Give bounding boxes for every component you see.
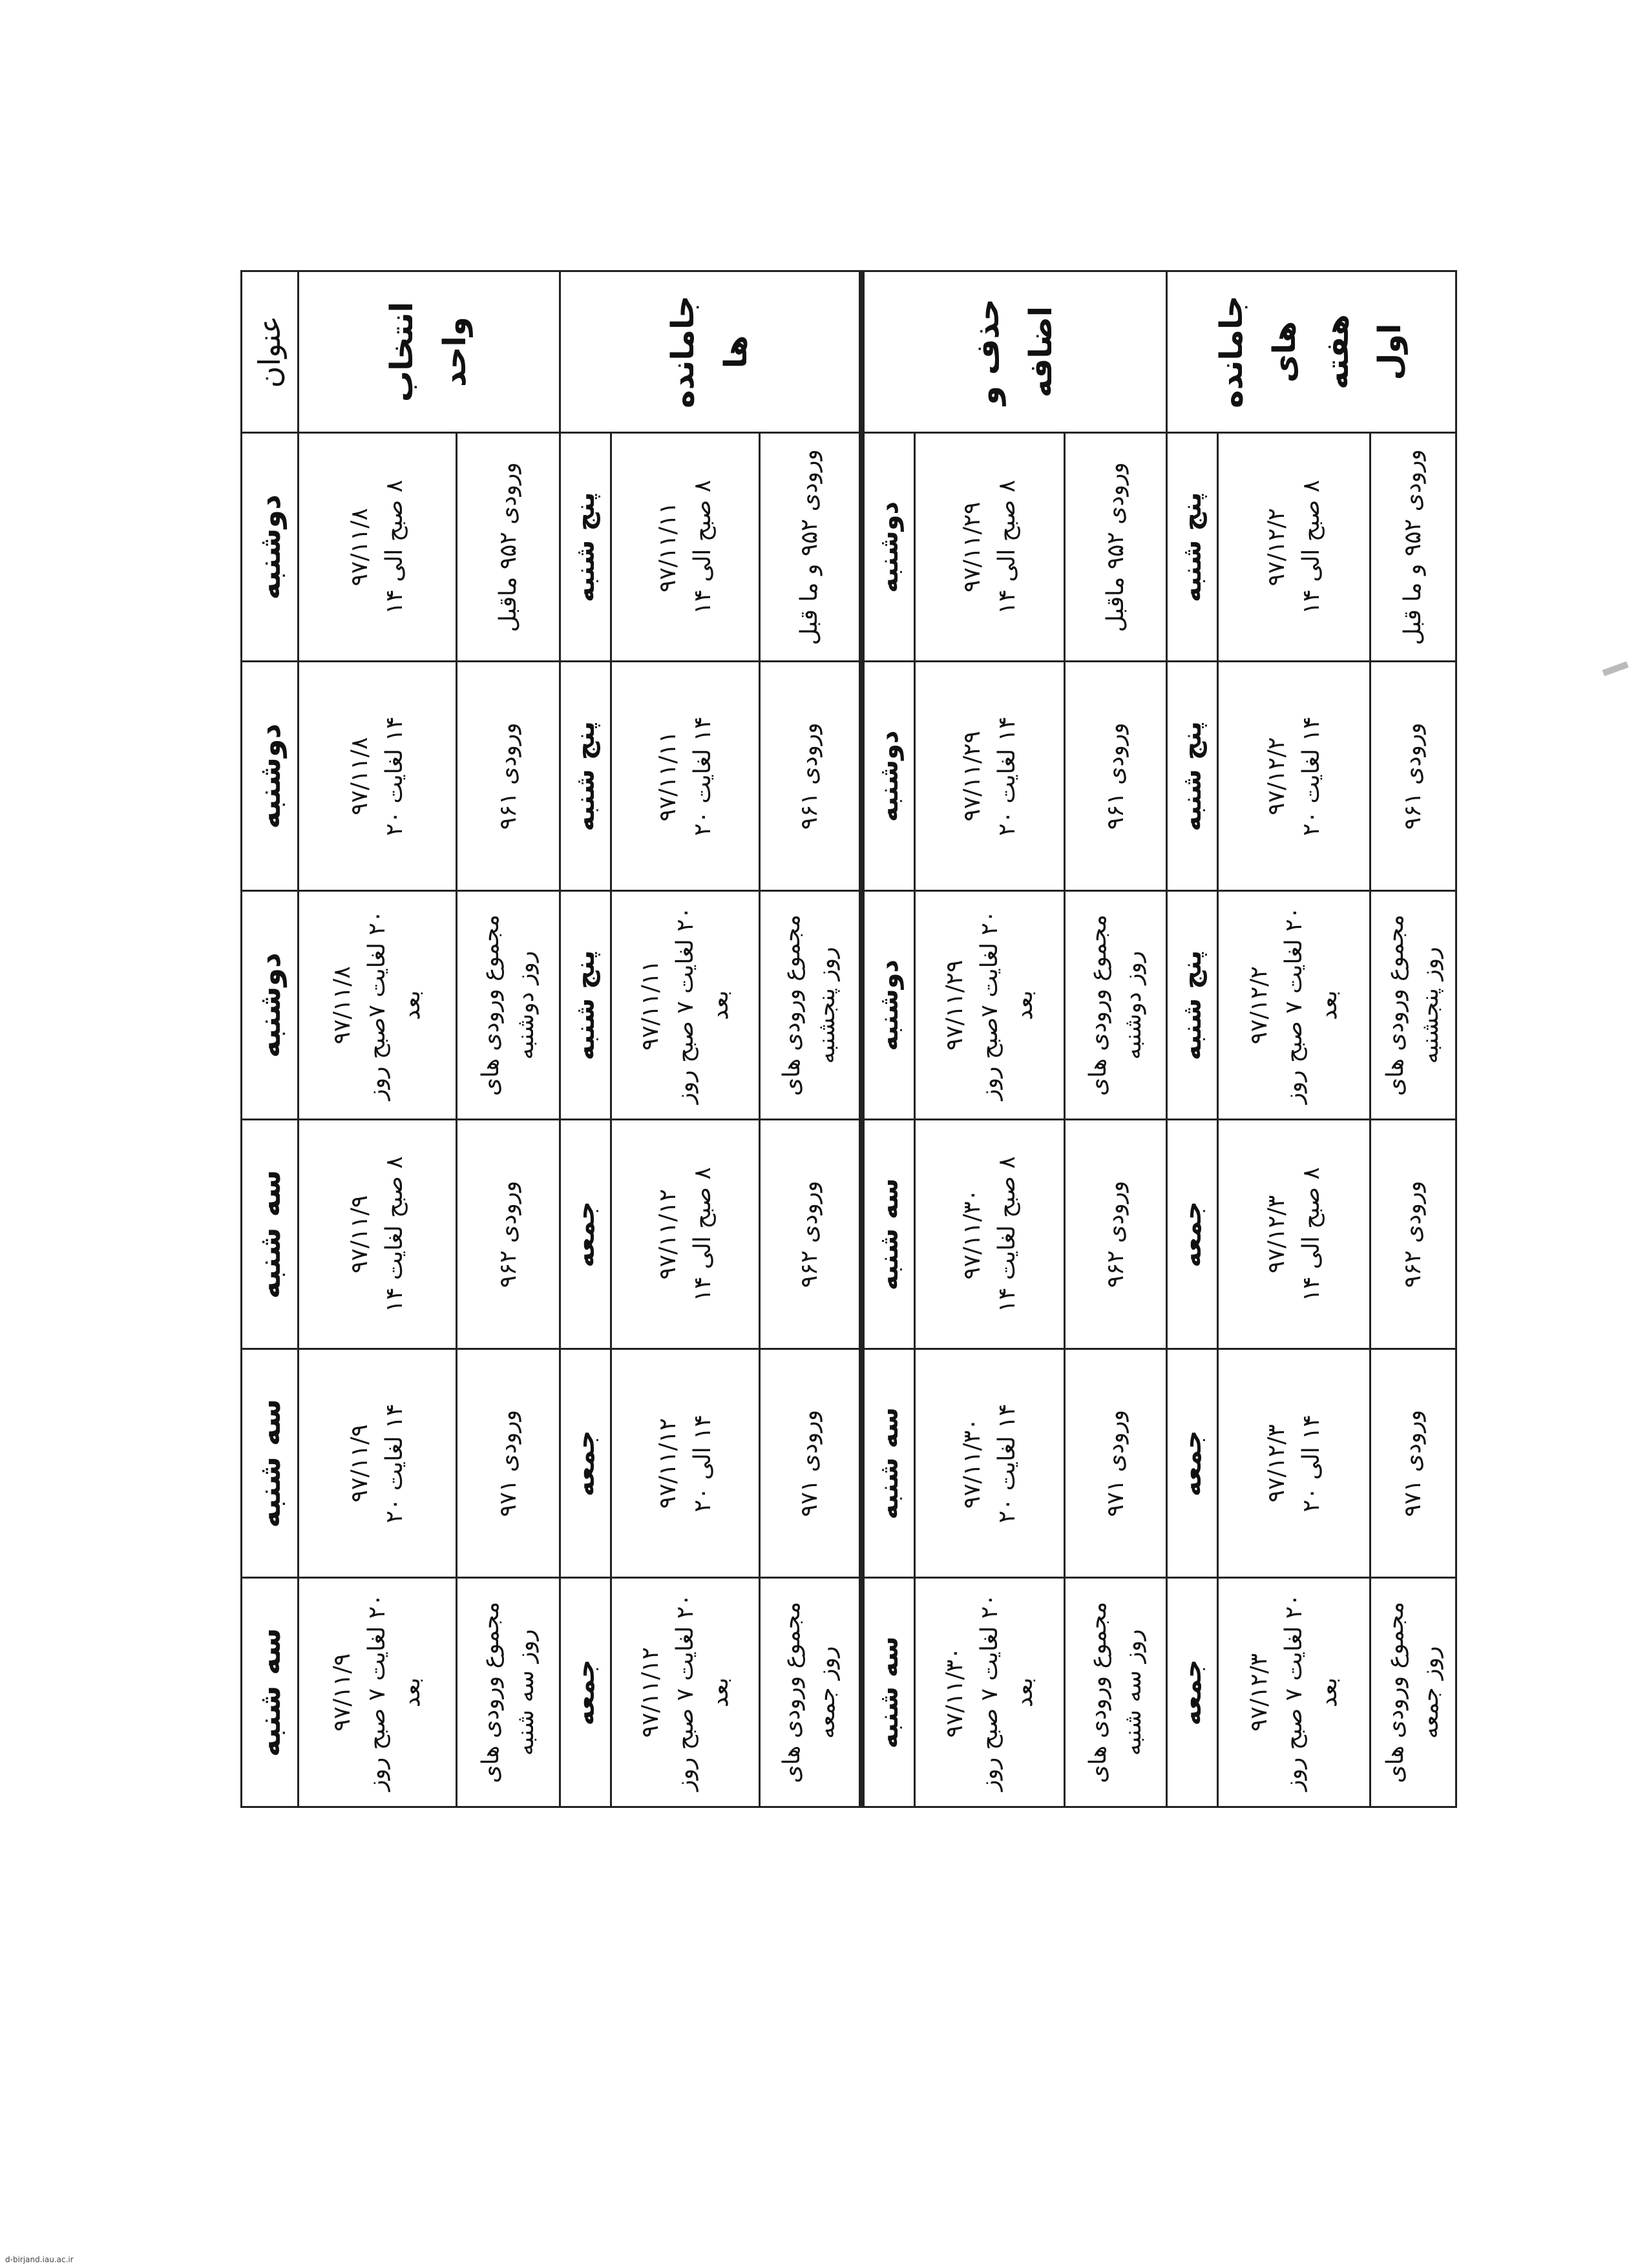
schedule-cell: ۹۷/۱۱/۸ ۱۴ لغایت ۲۰ [299, 662, 457, 891]
schedule-cell: ۹۷/۱۱/۲۹ ۸ صبح الی ۱۴ [915, 433, 1065, 662]
table-row [1065, 271, 1167, 1807]
header-row [242, 271, 299, 1807]
rotated-table-wrapper [240, 270, 1444, 1808]
entry-cell: ورودی ۹۶۱ [760, 662, 862, 891]
day-cell: پنج شنبه [560, 433, 611, 662]
schedule-cell: ۹۷/۱۱/۱۲ ۱۴ الی ۲۰ [611, 1349, 760, 1579]
entry-cell: ورودی ۹۵۲ ماقبل [457, 433, 560, 662]
footer-url: d-birjand.iau.ac.ir [5, 2255, 74, 2264]
day-cell: جمعه [1167, 1349, 1218, 1579]
table-row [915, 271, 1065, 1807]
schedule-cell: ۹۷/۱۱/۸ ۲۰ لغایت ۷صبح روز بعد [299, 891, 457, 1120]
day-cell: پنج شنبه [1167, 891, 1218, 1120]
entry-cell: مجموع ورودی های روز سه شنبه [457, 1578, 560, 1807]
table-row [611, 271, 760, 1807]
schedule-cell: ۹۷/۱۱/۱۱ ۱۴ لغایت ۲۰ [611, 662, 760, 891]
schedule-cell: ۹۷/۱۱/۱۲ ۸ صبح الی ۱۴ [611, 1120, 760, 1349]
schedule-cell: ۹۷/۱۱/۳۰ ۸ صبح لغایت ۱۴ [915, 1120, 1065, 1349]
entry-cell: ورودی ۹۶۲ [1065, 1120, 1167, 1349]
table-row [760, 271, 862, 1807]
entry-cell: مجموع ورودی های روز دوشنبه [457, 891, 560, 1120]
entry-cell: ورودی ۹۶۱ [457, 662, 560, 891]
entry-cell: مجموع ورودی های روز جمعه [760, 1578, 862, 1807]
entry-cell: ورودی ۹۶۱ [1065, 662, 1167, 891]
schedule-cell: ۹۷/۱۲/۲ ۱۴ لغایت ۲۰ [1218, 662, 1371, 891]
section-title: جامانده های هفته اول [1167, 271, 1456, 433]
scan-mark [1602, 661, 1628, 676]
day-cell: پنج شنبه [1167, 662, 1218, 891]
entry-cell: مجموع ورودی های روز جمعه [1371, 1578, 1456, 1807]
entry-cell: مجموع ورودی های روز دوشنبه [1065, 891, 1167, 1120]
header-title: عنوان [242, 271, 299, 433]
entry-cell: ورودی ۹۶۲ [1371, 1120, 1456, 1349]
entry-cell: مجموع ورودی های روز پنجشنبه [1371, 891, 1456, 1120]
table-row [1167, 271, 1218, 1807]
schedule-cell: ۹۷/۱۱/۸ ۸ صبح الی ۱۴ [299, 433, 457, 662]
schedule-cell: ۹۷/۱۲/۳ ۱۴ الی ۲۰ [1218, 1349, 1371, 1579]
header-day: سه شنبه [242, 1120, 299, 1349]
day-cell: جمعه [560, 1120, 611, 1349]
day-cell: سه شنبه [862, 1349, 915, 1579]
day-cell: جمعه [1167, 1578, 1218, 1807]
header-day: دوشنبه [242, 433, 299, 662]
table-row [1218, 271, 1371, 1807]
schedule-cell: ۹۷/۱۱/۲۹ ۲۰ لغایت ۷صبح روز بعد [915, 891, 1065, 1120]
section-title: جامانده ها [560, 271, 862, 433]
schedule-cell: ۹۷/۱۱/۳۰ ۲۰ لغایت ۷ صبح روز بعد [915, 1578, 1065, 1807]
entry-cell: ورودی ۹۶۱ [1371, 662, 1456, 891]
entry-cell: ورودی ۹۷۱ [1065, 1349, 1167, 1579]
entry-cell: مجموع ورودی های روز پنجشنبه [760, 891, 862, 1120]
section-title: حذف و اضافه [862, 271, 1167, 433]
day-cell: پنج شنبه [560, 662, 611, 891]
entry-cell: مجموع ورودی های روز سه شنبه [1065, 1578, 1167, 1807]
day-cell: پنج شنبه [1167, 433, 1218, 662]
schedule-cell: ۹۷/۱۱/۹ ۲۰ لغایت ۷ صبح روز بعد [299, 1578, 457, 1807]
header-day: سه شنبه [242, 1349, 299, 1579]
entry-cell: ورودی ۹۶۲ [457, 1120, 560, 1349]
table-row [560, 271, 611, 1807]
header-day: سه شنبه [242, 1578, 299, 1807]
schedule-cell: ۹۷/۱۱/۱۲ ۲۰ لغایت ۷ صبح روز بعد [611, 1578, 760, 1807]
registration-schedule-table [240, 270, 1457, 1808]
header-day: دوشنبه [242, 662, 299, 891]
entry-cell: ورودی ۹۶۲ [760, 1120, 862, 1349]
schedule-cell: ۹۷/۱۲/۳ ۲۰ لغایت ۷ صبح روز بعد [1218, 1578, 1371, 1807]
schedule-page [240, 270, 1444, 1808]
day-cell: دوشنبه [862, 891, 915, 1120]
schedule-cell: ۹۷/۱۱/۳۰ ۱۴ لغایت ۲۰ [915, 1349, 1065, 1579]
day-cell: جمعه [1167, 1120, 1218, 1349]
schedule-cell: ۹۷/۱۲/۲ ۲۰ لغایت ۷ صبح روز بعد [1218, 891, 1371, 1120]
entry-cell: ورودی ۹۷۱ [1371, 1349, 1456, 1579]
day-cell: دوشنبه [862, 433, 915, 662]
entry-cell: ورودی ۹۷۱ [760, 1349, 862, 1579]
table-row [299, 271, 457, 1807]
day-cell: جمعه [560, 1349, 611, 1579]
table-row [862, 271, 915, 1807]
day-cell: سه شنبه [862, 1578, 915, 1807]
day-cell: سه شنبه [862, 1120, 915, 1349]
table-row [457, 271, 560, 1807]
schedule-cell: ۹۷/۱۲/۳ ۸ صبح الی ۱۴ [1218, 1120, 1371, 1349]
schedule-cell: ۹۷/۱۲/۲ ۸ صبح الی ۱۴ [1218, 433, 1371, 662]
section-title: انتخاب واحد [299, 271, 560, 433]
entry-cell: ورودی ۹۵۲ و ما قبل [1371, 433, 1456, 662]
day-cell: پنج شنبه [560, 891, 611, 1120]
schedule-cell: ۹۷/۱۱/۱۱ ۸ صبح الی ۱۴ [611, 433, 760, 662]
schedule-cell: ۹۷/۱۱/۱۱ ۲۰ لغایت ۷ صبح روز بعد [611, 891, 760, 1120]
header-day: دوشنبه [242, 891, 299, 1120]
schedule-cell: ۹۷/۱۱/۹ ۸ صبح لغایت ۱۴ [299, 1120, 457, 1349]
entry-cell: ورودی ۹۵۲ ماقبل [1065, 433, 1167, 662]
day-cell: دوشنبه [862, 662, 915, 891]
entry-cell: ورودی ۹۷۱ [457, 1349, 560, 1579]
schedule-cell: ۹۷/۱۱/۲۹ ۱۴ لغایت ۲۰ [915, 662, 1065, 891]
schedule-cell: ۹۷/۱۱/۹ ۱۴ لغایت ۲۰ [299, 1349, 457, 1579]
entry-cell: ورودی ۹۵۲ و ما قبل [760, 433, 862, 662]
day-cell: جمعه [560, 1578, 611, 1807]
table-row [1371, 271, 1456, 1807]
